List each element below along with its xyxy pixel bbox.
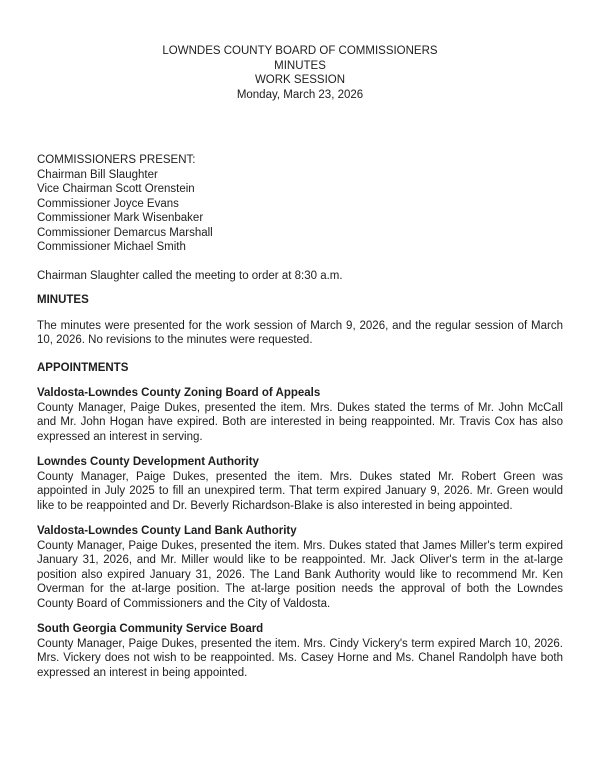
attendance-member: Commissioner Mark Wisenbaker (37, 212, 204, 224)
attendance-member: Vice Chairman Scott Orenstein (37, 183, 195, 195)
appointment-title: Valdosta-Lowndes County Land Bank Authority (37, 525, 297, 537)
attendance-member: Commissioner Demarcus Marshall (37, 226, 213, 239)
appointment-body: County Manager, Paige Dukes, presented the item. Mrs. Dukes stated the terms of Mr. John McCall and Mr. John Hogan have expired. Both are interested in being reappointed. Mr. Travis Cox has also expressed an interest in serving. (37, 401, 563, 443)
section-heading-appointments: APPOINTMENTS (37, 361, 129, 374)
appointment-body: County Manager, Paige Dukes, presented the item. Mrs. Dukes stated Mr. Robert Green was appointed in July 2025 to fill an unexpired term. That term expired January 9, 2026. Mr. Green would like to be reappointed and Dr. Beverly Richardson-Blake is also interested in being appointed. (37, 470, 563, 512)
doc-title-line-4: Monday, March 23, 2026 (236, 88, 364, 101)
doc-title-line-1: LOWNDES COUNTY BOARD OF COMMISSIONERS (162, 45, 438, 57)
minutes-paragraph: The minutes were presented for the work session of March 9, 2026, and the regular session of March 10, 2026. No revisions to the minutes were requested. (37, 319, 563, 346)
appointment-title: South Georgia Community Service Board (37, 623, 264, 635)
appointment-item-development-authority (37, 455, 563, 513)
doc-title-line-3: WORK SESSION (254, 74, 346, 86)
appointment-body: County Manager, Paige Dukes, presented the item. Mrs. Dukes stated that James Miller's term expired January 31, 2026, and Mr. Miller would like to be reappointed. Mr. Jack Oliver's term in the at-large position also expired January 31, 2026. The Land Bank Authority would like to recommend Mr. Ken Overman for the at-large position. The at-large position needs the approval of both the Lowndes County Board of Commissioners and the City of Valdosta. (37, 539, 563, 610)
appointment-title: Valdosta-Lowndes County Zoning Board of Appeals (37, 387, 321, 399)
attendance-section (37, 153, 563, 255)
appointment-item-land-bank-authority (37, 524, 563, 611)
attendance-member: Commissioner Joyce Evans (37, 197, 179, 210)
appointment-item-zoning-board (37, 386, 563, 444)
attendance-member: Chairman Bill Slaughter (37, 168, 158, 181)
document-header (37, 44, 563, 102)
doc-title-line-2: MINUTES (274, 59, 326, 72)
section-heading-minutes: MINUTES (37, 294, 89, 306)
call-to-order-line: Chairman Slaughter called the meeting to order at 8:30 a.m. (37, 269, 343, 282)
attendance-member: Commissioner Michael Smith (37, 241, 186, 253)
appointment-title: Lowndes County Development Authority (37, 456, 259, 468)
appointment-body: County Manager, Paige Dukes, presented the item. Mrs. Cindy Vickery's term expired March 10, 2026. Mrs. Vickery does not wish to be reappointed. Ms. Casey Horne and Ms. Chanel Randolph have both expressed an interest in being appointed. (37, 637, 563, 679)
attendance-heading: COMMISSIONERS PRESENT: (37, 154, 196, 166)
appointment-item-community-service-board (37, 622, 563, 680)
